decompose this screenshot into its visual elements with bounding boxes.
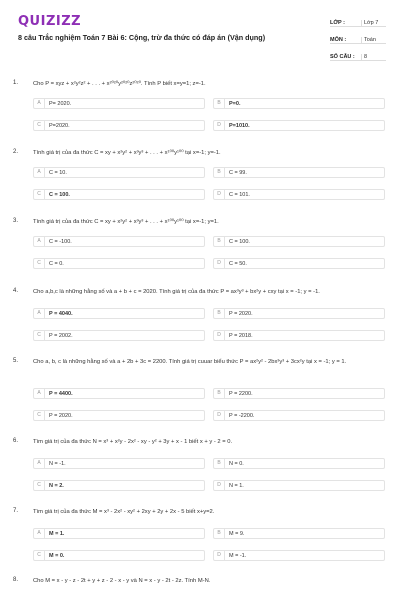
option-d[interactable] bbox=[213, 550, 385, 561]
question-text: Tính giá trị của đa thức C = xy + x²y² + x³y³ + . . . + x¹⁰⁰y¹⁰⁰ tại x=-1; y=1. bbox=[33, 219, 219, 225]
option-d[interactable] bbox=[213, 480, 385, 491]
meta-key: LỚP : bbox=[330, 20, 345, 26]
meta-row-class bbox=[330, 13, 386, 27]
quizizz-logo: QUIZIZZ bbox=[18, 14, 82, 29]
option-letter: A bbox=[34, 236, 45, 247]
option-a[interactable] bbox=[33, 308, 205, 319]
option-letter: D bbox=[214, 410, 225, 421]
option-c[interactable] bbox=[33, 258, 205, 269]
page-title: 8 câu Trắc nghiệm Toán 7 Bài 6: Cộng, trừ đa thức có đáp án (Vận dụng) bbox=[18, 33, 266, 42]
option-text: M = 0. bbox=[49, 552, 65, 559]
option-b[interactable] bbox=[213, 388, 385, 399]
option-text: P = 2018. bbox=[229, 332, 253, 339]
option-b[interactable] bbox=[213, 308, 385, 319]
option-b[interactable] bbox=[213, 236, 385, 247]
option-text: C = 100. bbox=[229, 238, 250, 245]
worksheet-meta bbox=[330, 13, 386, 64]
option-text: C = 50. bbox=[229, 260, 247, 267]
option-c[interactable] bbox=[33, 189, 205, 200]
option-letter: C bbox=[34, 410, 45, 421]
option-c[interactable] bbox=[33, 410, 205, 421]
option-letter: A bbox=[34, 308, 45, 319]
option-a[interactable] bbox=[33, 98, 205, 109]
meta-value: Lớp 7 bbox=[361, 20, 386, 26]
question-text: Cho M = x - y - z - 2t + y + z - 2 - x - y và N = x - y - 2t - 2z. Tính M-N. bbox=[33, 578, 211, 584]
option-text: P = 4400. bbox=[49, 390, 73, 397]
option-text: N = -1. bbox=[49, 460, 66, 467]
option-text: C = 100. bbox=[49, 191, 70, 198]
option-d[interactable] bbox=[213, 189, 385, 200]
option-letter: A bbox=[34, 388, 45, 399]
meta-row-subject bbox=[330, 30, 386, 44]
option-text: M = 9. bbox=[229, 530, 245, 537]
question-number: 5. bbox=[13, 358, 19, 364]
option-letter: C bbox=[34, 550, 45, 561]
option-letter: B bbox=[214, 236, 225, 247]
option-d[interactable] bbox=[213, 410, 385, 421]
option-a[interactable] bbox=[33, 458, 205, 469]
meta-value: 8 bbox=[361, 54, 386, 60]
option-c[interactable] bbox=[33, 330, 205, 341]
option-letter: A bbox=[34, 528, 45, 539]
meta-row-count bbox=[330, 47, 386, 61]
option-letter: D bbox=[214, 258, 225, 269]
option-text: P=2020. bbox=[49, 122, 70, 129]
option-letter: B bbox=[214, 308, 225, 319]
option-text: P = 2200. bbox=[229, 390, 253, 397]
question-text: Cho P = xyz + x²y²z² + . . . + x²⁰²⁰y²⁰²⁰z²⁰²⁰. Tính P biết x=y=1; z=-1. bbox=[33, 81, 206, 87]
question-text: Cho a,b,c là những hằng số và a + b + c = 2020. Tính giá trị của đa thức P = ax³y³ + bx²y + cxy tại x = -1; y = -1. bbox=[33, 289, 320, 295]
option-a[interactable] bbox=[33, 236, 205, 247]
option-d[interactable] bbox=[213, 330, 385, 341]
question-number: 3. bbox=[13, 218, 19, 224]
option-text: C = 101. bbox=[229, 191, 250, 198]
question-number: 7. bbox=[13, 508, 19, 514]
option-a[interactable] bbox=[33, 528, 205, 539]
option-d[interactable] bbox=[213, 258, 385, 269]
question-text: Tìm giá trị của đa thức M = x³ - 2x² - xy² + 2xy + 2y + 2x - 5 biết x+y=2. bbox=[33, 509, 215, 515]
option-a[interactable] bbox=[33, 167, 205, 178]
option-text: C = -100. bbox=[49, 238, 72, 245]
option-letter: A bbox=[34, 98, 45, 109]
option-text: N = 0. bbox=[229, 460, 244, 467]
question-number: 1. bbox=[13, 80, 19, 86]
option-letter: A bbox=[34, 167, 45, 178]
option-letter: D bbox=[214, 120, 225, 131]
option-c[interactable] bbox=[33, 550, 205, 561]
option-text: C = 99. bbox=[229, 169, 247, 176]
question-text: Tìm giá trị của đa thức N = x³ + x²y - 2x² - xy - y² + 3y + x - 1 biết x + y - 2 = 0. bbox=[33, 439, 233, 445]
option-text: M = 1. bbox=[49, 530, 65, 537]
option-text: P = -2200. bbox=[229, 412, 255, 419]
option-letter: B bbox=[214, 458, 225, 469]
meta-key: SỐ CÂU : bbox=[330, 54, 355, 60]
meta-key: MÔN : bbox=[330, 37, 347, 43]
option-text: N = 1. bbox=[229, 482, 244, 489]
option-text: P=1010. bbox=[229, 122, 250, 129]
option-letter: A bbox=[34, 458, 45, 469]
question-number: 8. bbox=[13, 577, 19, 583]
option-text: P = 2002. bbox=[49, 332, 73, 339]
option-text: C = 0. bbox=[49, 260, 64, 267]
option-text: P=0. bbox=[229, 100, 241, 107]
question-number: 6. bbox=[13, 438, 19, 444]
option-b[interactable] bbox=[213, 98, 385, 109]
option-d[interactable] bbox=[213, 120, 385, 131]
option-letter: B bbox=[214, 167, 225, 178]
option-letter: D bbox=[214, 189, 225, 200]
option-text: P= 2020. bbox=[49, 100, 72, 107]
option-letter: C bbox=[34, 258, 45, 269]
question-text: Cho a, b, c là những hằng số và a + 2b + 3c = 2200. Tính giá trị cuuar biểu thức P = ax²y² - 2bx³y³ + 3cx²y tại x = -1; y = 1. bbox=[33, 359, 347, 365]
option-a[interactable] bbox=[33, 388, 205, 399]
option-text: P = 2020. bbox=[229, 310, 253, 317]
option-letter: C bbox=[34, 330, 45, 341]
option-text: P = 4040. bbox=[49, 310, 73, 317]
option-c[interactable] bbox=[33, 120, 205, 131]
worksheet-header bbox=[0, 0, 400, 70]
option-letter: B bbox=[214, 98, 225, 109]
option-text: C = 10. bbox=[49, 169, 67, 176]
question-text: Tính giá trị của đa thức C = xy + x²y² + x³y³ + . . . + x¹⁰⁰y¹⁰⁰ tại x=-1; y=-1. bbox=[33, 150, 221, 156]
option-c[interactable] bbox=[33, 480, 205, 491]
question-number: 4. bbox=[13, 288, 19, 294]
option-letter: C bbox=[34, 480, 45, 491]
option-text: N = 2. bbox=[49, 482, 64, 489]
option-letter: D bbox=[214, 330, 225, 341]
option-text: M = -1. bbox=[229, 552, 247, 559]
option-letter: C bbox=[34, 189, 45, 200]
option-letter: B bbox=[214, 528, 225, 539]
question-number: 2. bbox=[13, 149, 19, 155]
option-letter: B bbox=[214, 388, 225, 399]
option-letter: D bbox=[214, 480, 225, 491]
meta-value: Toán bbox=[361, 37, 386, 43]
option-b[interactable] bbox=[213, 458, 385, 469]
option-text: P = 2020. bbox=[49, 412, 73, 419]
option-b[interactable] bbox=[213, 167, 385, 178]
option-letter: D bbox=[214, 550, 225, 561]
option-b[interactable] bbox=[213, 528, 385, 539]
option-letter: C bbox=[34, 120, 45, 131]
